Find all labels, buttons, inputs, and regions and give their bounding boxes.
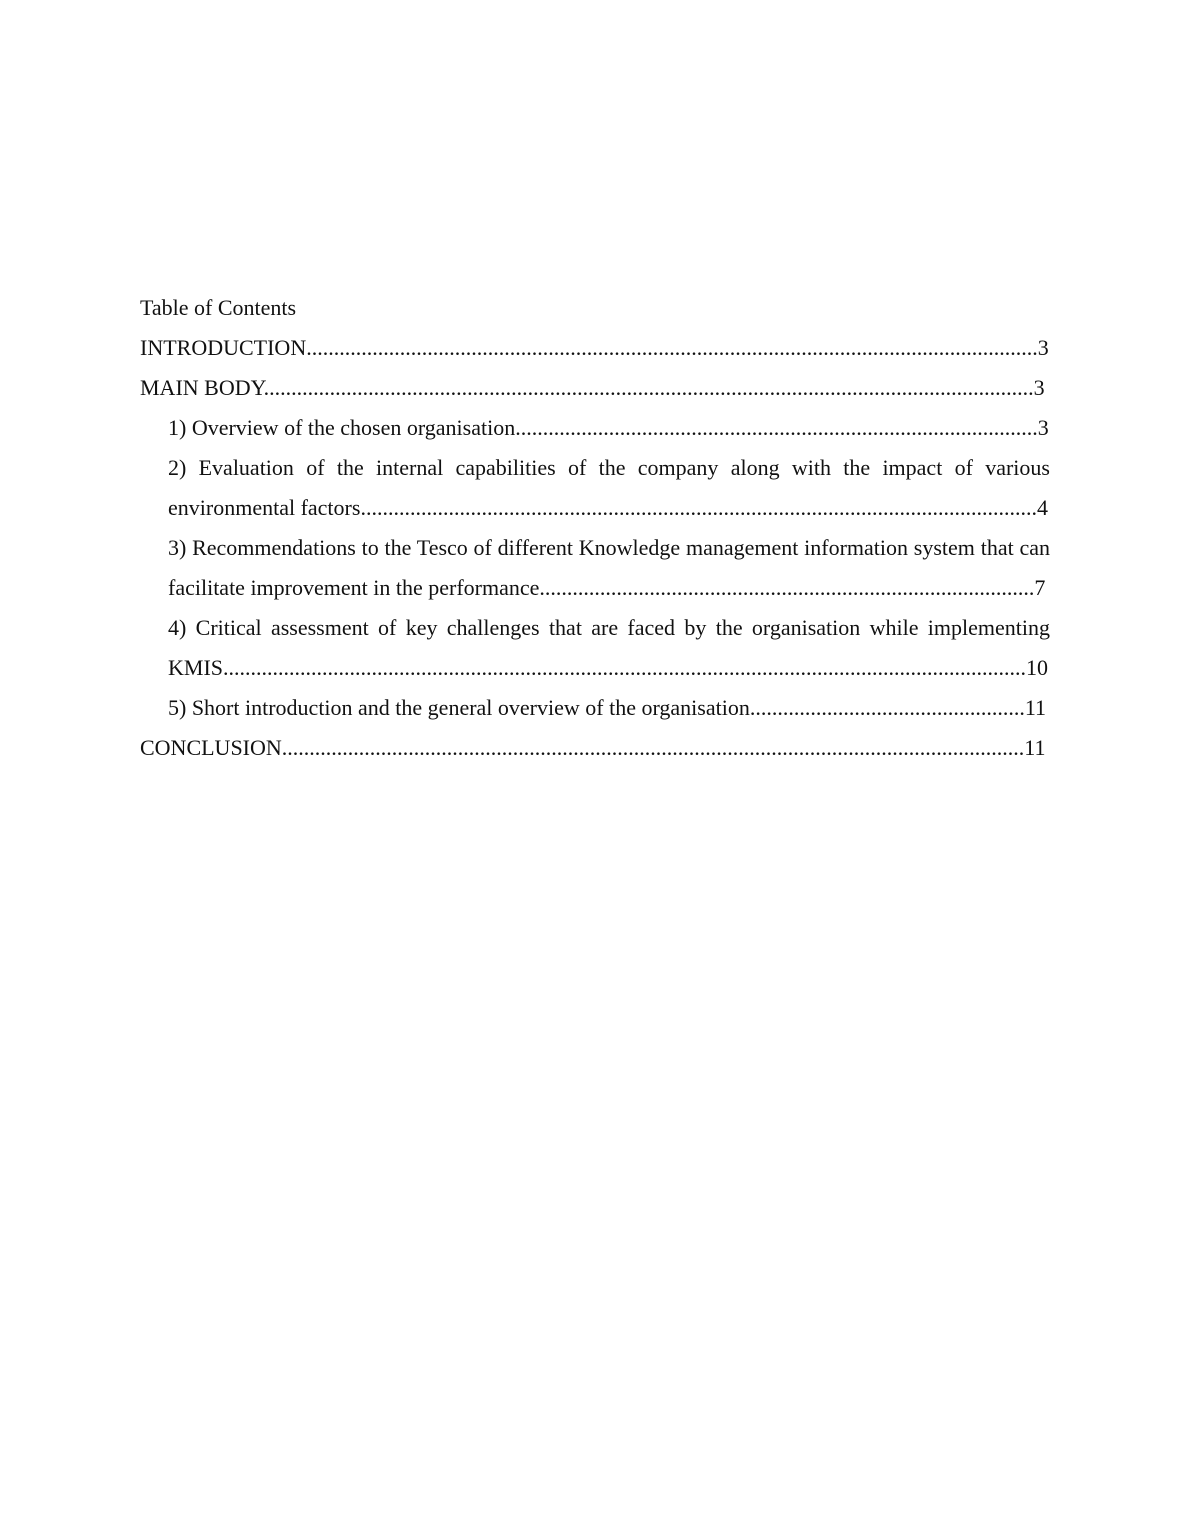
toc-entry-title: INTRODUCTION	[140, 335, 307, 360]
toc-page-number: 11	[1024, 695, 1047, 720]
dot-leader: .....................................................................................................................................	[306, 335, 1038, 360]
toc-page-number: 10	[1026, 655, 1049, 680]
dot-leader: ............................................................................................................................................	[263, 375, 1034, 400]
toc-heading: Table of Contents	[140, 295, 297, 320]
toc-entry-title: MAIN BODY	[140, 375, 264, 400]
toc-page-number: 3	[1037, 335, 1049, 360]
toc-entry-title: 5) Short introduction and the general overview of the organisation	[168, 695, 750, 720]
toc-entry[interactable]	[168, 608, 1056, 688]
toc-page-number: 11	[1024, 735, 1046, 760]
toc-entry-title: 2) Evaluation of the internal capabilities of the company along with the impact of various environmental factors	[168, 455, 1056, 520]
toc-entry-title: 4) Critical assessment of key challenges that are faced by the organisation while implementing KMIS	[168, 615, 1056, 680]
toc-entry-title: CONCLUSION	[140, 735, 282, 760]
toc-entry[interactable]	[168, 528, 1056, 608]
toc-entry[interactable]	[168, 448, 1056, 528]
toc-entry[interactable]	[168, 408, 1050, 448]
toc-page-number: 4	[1036, 495, 1048, 520]
toc-entry[interactable]	[140, 728, 1050, 768]
toc-page-number: 7	[1034, 575, 1046, 600]
dot-leader: ..................................................................................................................................................	[223, 655, 1027, 680]
toc-entry-title: 1) Overview of the chosen organisation	[168, 415, 516, 440]
toc-page-number: 3	[1033, 375, 1045, 400]
dot-leader: .......................................................................................................................................	[281, 735, 1025, 760]
dot-leader: ..........................................................................................	[539, 575, 1035, 600]
toc-entry-title: 3) Recommendations to the Tesco of different Knowledge management information system that can facilitate improvement in the performance	[168, 535, 1056, 600]
dot-leader: ..................................................	[749, 695, 1025, 720]
toc-entry[interactable]	[140, 368, 1050, 408]
dot-leader: ...............................................................................................	[515, 415, 1038, 440]
toc-entry[interactable]	[168, 688, 1050, 728]
toc-page-number: 3	[1037, 415, 1049, 440]
toc-entry[interactable]	[140, 328, 1050, 368]
dot-leader: ...........................................................................................................................	[360, 495, 1037, 520]
